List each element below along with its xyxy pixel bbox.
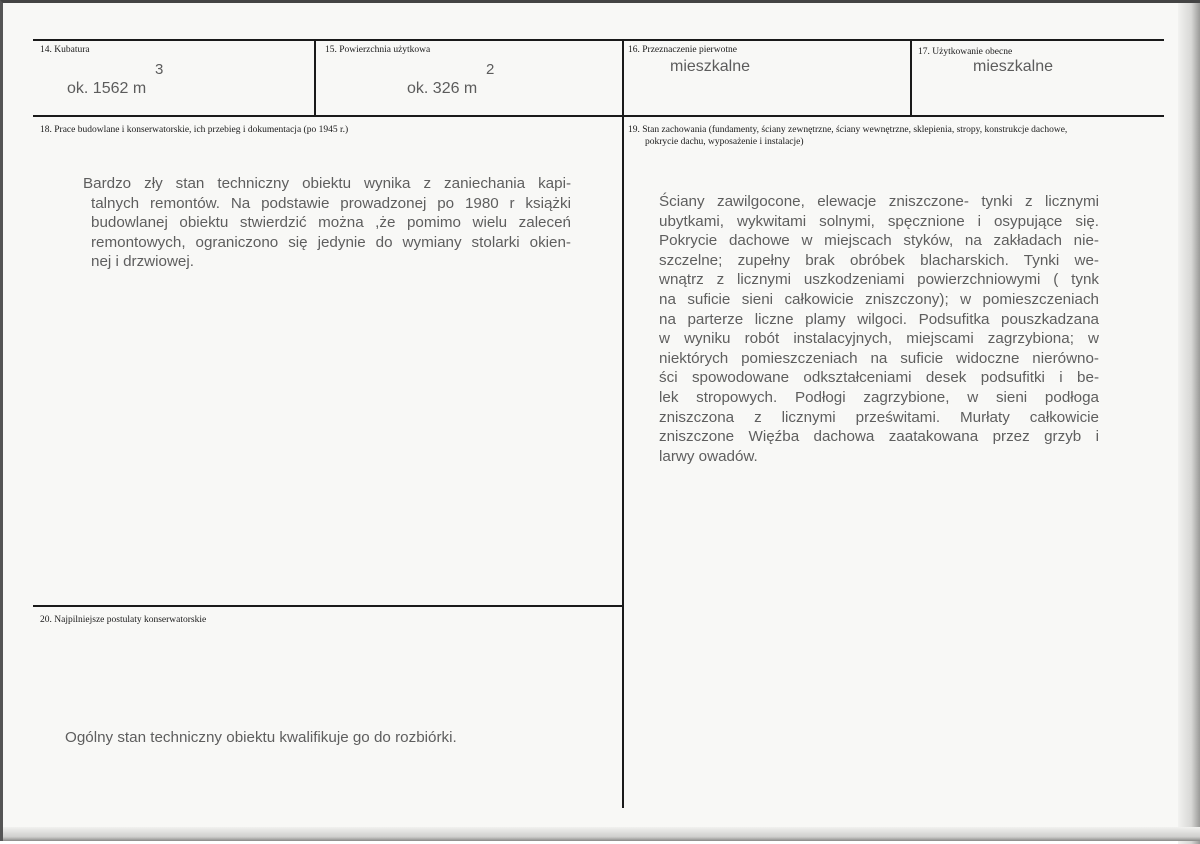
field-18-text <box>83 174 571 272</box>
label-line: pokrycie dachu, wyposażenie i instalacje) <box>645 137 804 147</box>
text-line: ści spowodowane odkształceniami desek podsufitki i be- <box>659 369 1099 387</box>
column-divider <box>314 40 316 116</box>
field-17-label: 17. Użytkowanie obecne <box>918 47 1013 57</box>
field-15-label: 15. Powierzchnia użytkowa <box>325 45 431 55</box>
text-line: w wyniku robót instalacyjnych, miejscami zagrzybiona; w <box>659 330 1099 348</box>
text-line: ubytkami, wykwitami solnymi, spęcznione i osypujące się. <box>659 212 1099 230</box>
field-17-value: mieszkalne <box>973 58 1054 75</box>
field-18-label: 18. Prace budowlane i konserwatorskie, ich przebieg i dokumentacja (po 1945 r.) <box>40 125 349 135</box>
text-line: na suficie sieni całkowicie zniszczony); w pomieszczeniach <box>659 290 1099 308</box>
column-divider <box>910 40 912 116</box>
field-14-value: ok. 1562 m <box>67 80 147 97</box>
row-divider <box>33 605 624 607</box>
text-line: Pokrycie dachowe w miejscach styków, na zakładach nie- <box>659 232 1099 250</box>
text-line: budowlanej obiektu stwierdzić można ,że pomimo wielu zaleceń <box>91 214 571 232</box>
field-20-label: 20. Najpilniejsze postulaty konserwatorskie <box>40 615 207 625</box>
column-divider <box>622 40 624 808</box>
text-line: zniszczone Więźba dachowa zaatakowana przez grzyb i <box>659 428 1099 446</box>
text-line: Bardzo zły stan techniczny obiektu wynika z zaniechania kapi- <box>83 175 571 192</box>
page-edge-shadow <box>1178 3 1200 844</box>
text-line: na parterze liczne plamy wilgoci. Podsufitka pouszkadzana <box>659 310 1099 328</box>
text-line: nej i drzwiowej. <box>91 253 194 271</box>
field-14-label: 14. Kubatura <box>40 45 90 55</box>
field-14-superscript: 3 <box>155 61 164 78</box>
text-line: wnątrz z licznymi uszkodzeniami powierzchniowymi ( tynk <box>659 271 1099 289</box>
field-19-text <box>659 192 1099 466</box>
text-line: niektórych pomieszczeniach na suficie widoczne nierówno- <box>659 349 1099 367</box>
label-line: 19. Stan zachowania (fundamenty, ściany zewnętrzne, ściany wewnętrzne, sklepienia, stropy, konstrukcje dachowe, <box>628 125 1068 135</box>
page-edge-shadow <box>3 827 1200 841</box>
field-16-label: 16. Przeznaczenie pierwotne <box>628 45 737 55</box>
field-20-text <box>65 728 457 748</box>
text-line: Ogólny stan techniczny obiektu kwalifikuje go do rozbiórki. <box>65 729 457 746</box>
row-divider <box>33 115 1164 117</box>
field-15-superscript: 2 <box>486 61 495 78</box>
text-line: Ściany zawilgocone, elewacje zniszczone- tynki z licznymi <box>659 193 1099 210</box>
text-line: szczelne; zupełny brak obróbek blacharskich. Tynki we- <box>659 251 1099 269</box>
field-15-value: ok. 326 m <box>407 80 478 97</box>
text-line: larwy owadów. <box>659 447 758 465</box>
text-line: lek stropowych. Podłogi zagrzybione, w sieni podłoga <box>659 388 1099 406</box>
field-16-value: mieszkalne <box>670 58 751 75</box>
text-line: talnych remontów. Na podstawie prowadzonej po 1980 r książki <box>91 194 571 212</box>
text-line: remontowych, ograniczono się jedynie do wymiany stolarki okien- <box>91 233 571 251</box>
text-line: zniszczona z licznymi prześwitami. Murłaty całkowicie <box>659 408 1099 426</box>
field-19-label <box>628 124 1067 148</box>
top-rule <box>33 39 1164 41</box>
